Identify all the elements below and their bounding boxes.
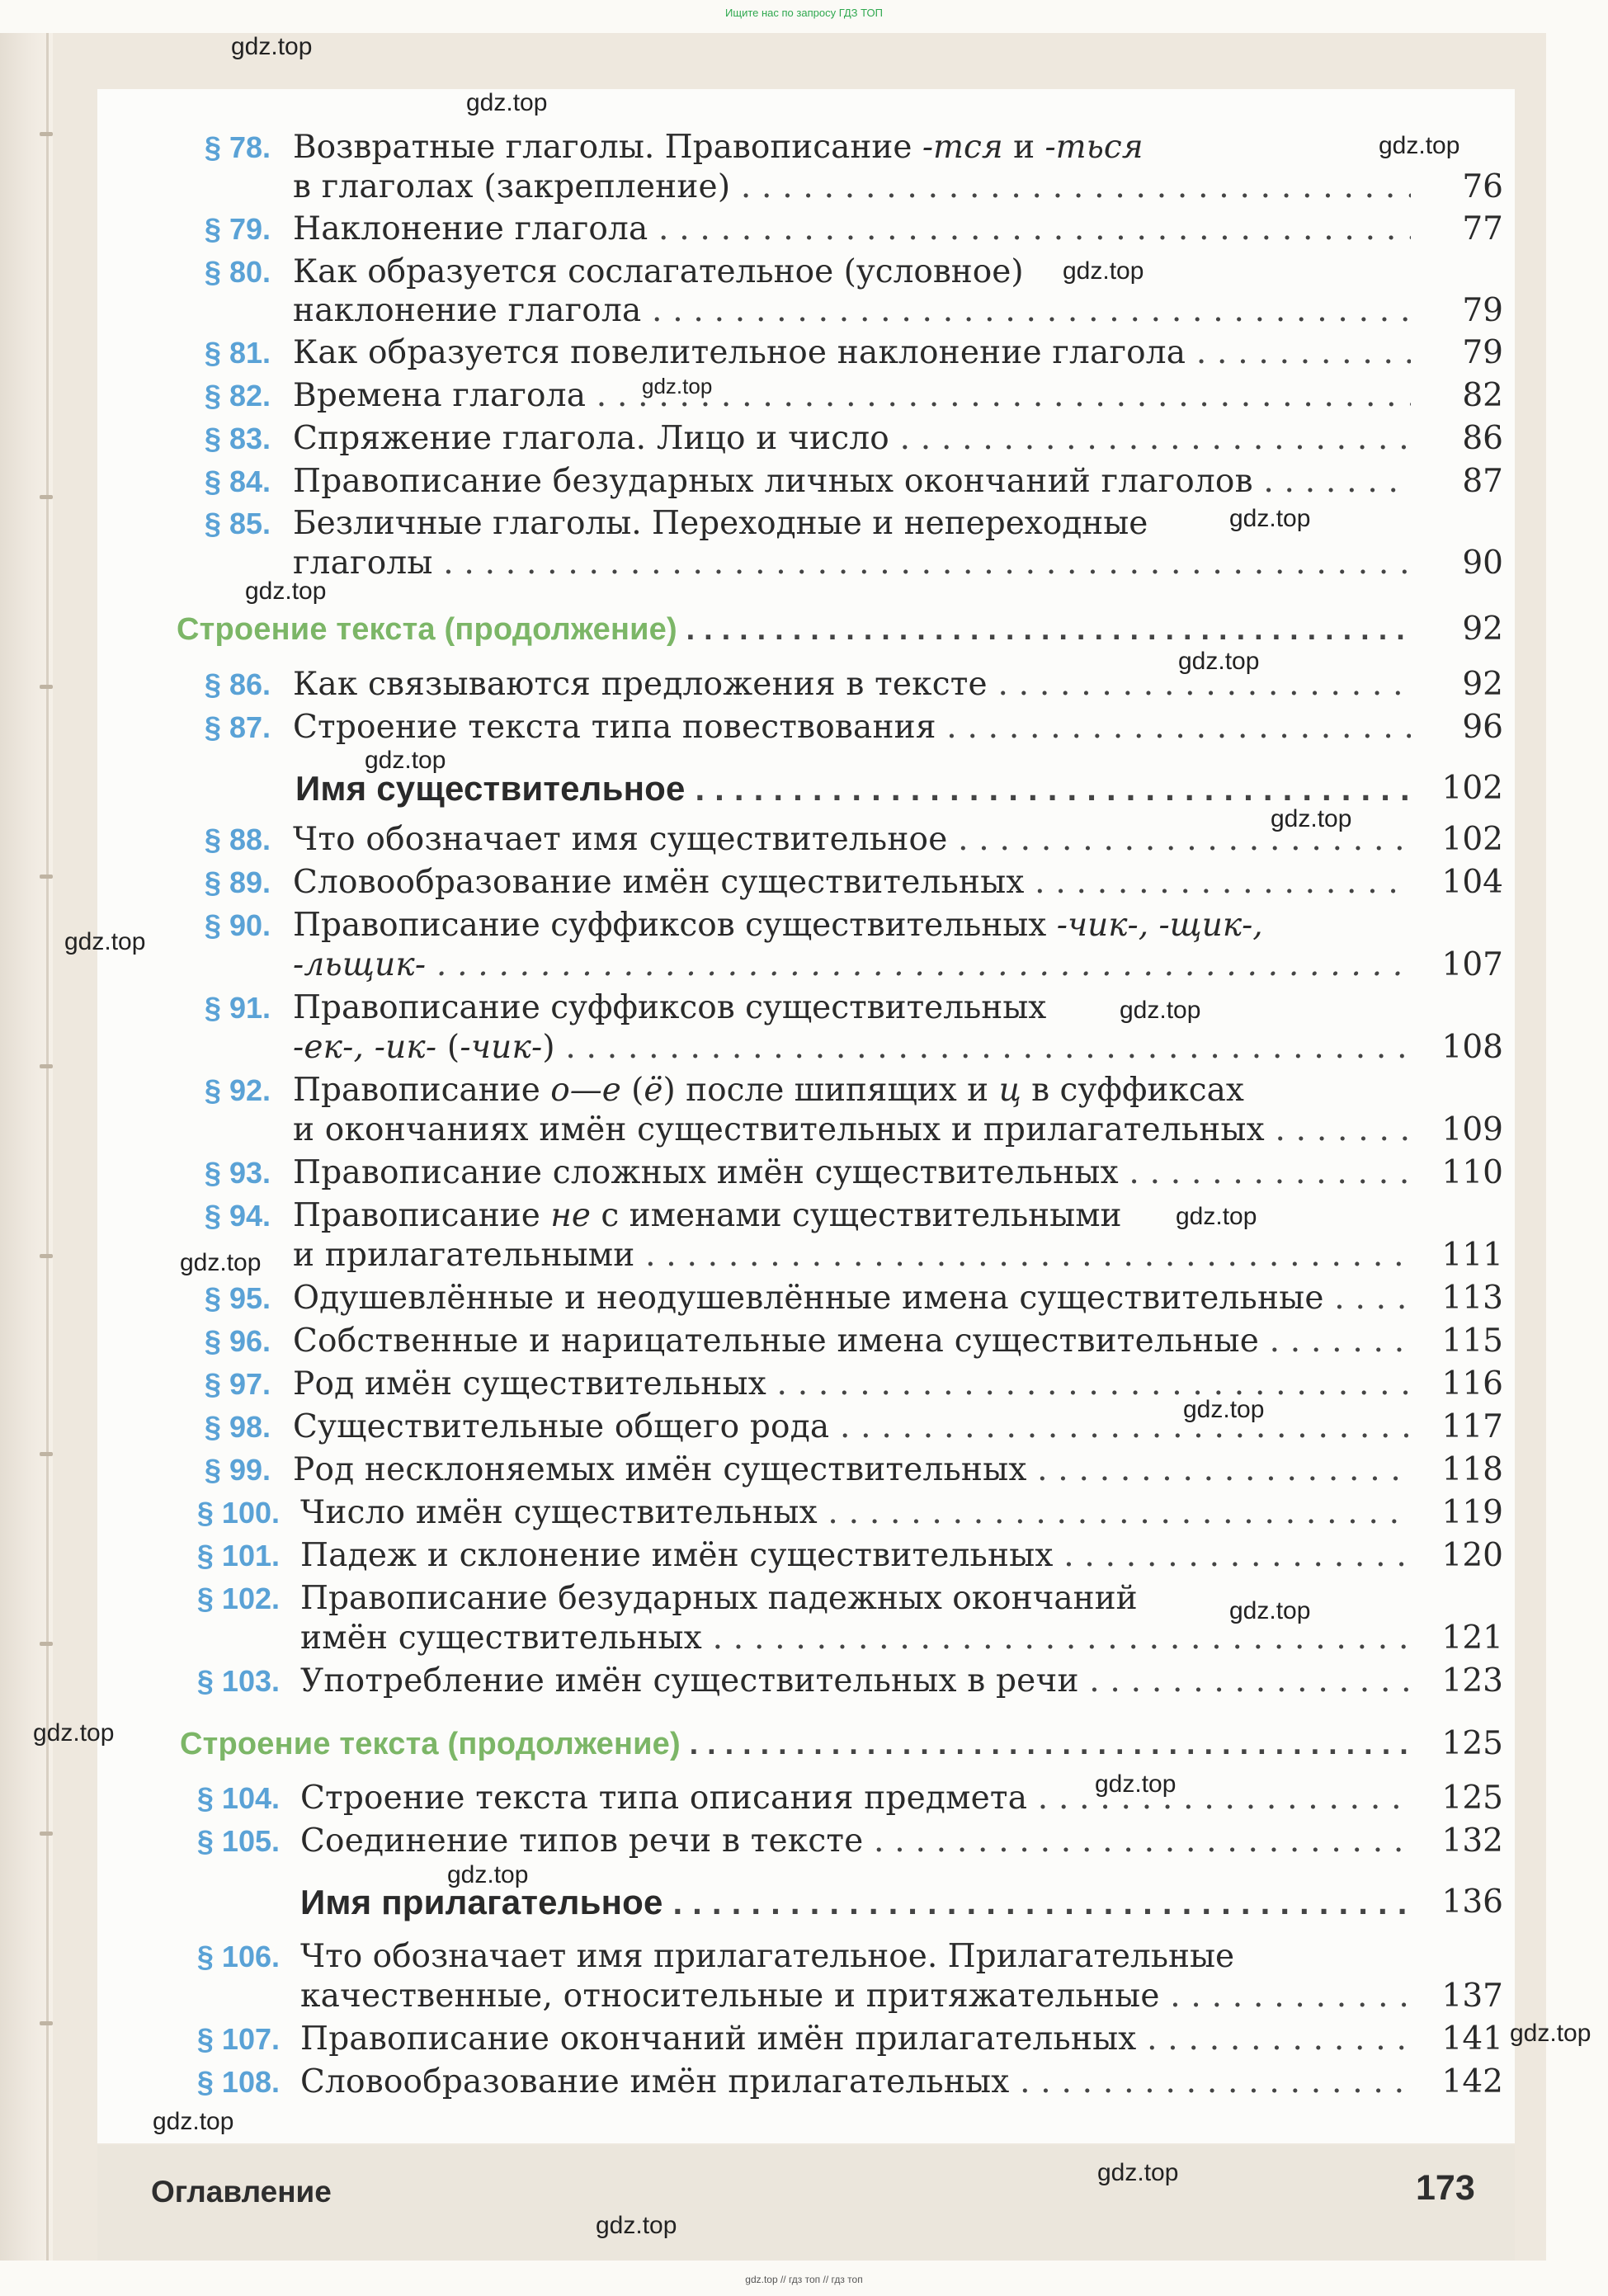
toc-entry-title: Как образуется сослагательное (условное): [293, 253, 1024, 290]
toc-entry-title-line2: и прилагательными . . .: [293, 1234, 1411, 1277]
watermark: gdz.top: [1120, 997, 1201, 1024]
toc-entry[interactable]: [0, 987, 1608, 1030]
toc-entry-title: Наклонение глагола . . .: [293, 208, 1411, 251]
toc-section-number: § 98.: [204, 1410, 271, 1444]
toc-page-number: 117: [1441, 1408, 1503, 1445]
toc-entry[interactable]: [0, 818, 1608, 861]
toc-entry-title: Падеж и склонение имён существительных . . .: [300, 1535, 1411, 1577]
toc-section-number: § 105.: [196, 1824, 280, 1858]
toc-section-number: § 91.: [204, 991, 271, 1025]
watermark: gdz.top: [1379, 132, 1460, 159]
toc-page-number: 120: [1441, 1537, 1503, 1574]
toc-entry-title: Правописание окончаний имён прилагательных . . .: [300, 2018, 1411, 2061]
toc-page-number: 96: [1462, 709, 1503, 746]
watermark: gdz.top: [64, 928, 146, 955]
toc-page-number: 92: [1462, 666, 1503, 703]
toc-entry-title: Правописание безударных личных окончаний глаголов . . .: [293, 460, 1411, 503]
watermark: gdz.top: [1095, 1770, 1177, 1798]
toc-entry-title: Существительные общего рода . . .: [293, 1406, 1411, 1449]
toc-section-number: § 86.: [204, 667, 271, 701]
toc-entry-continuation: [0, 1109, 1608, 1152]
toc-section-number: § 81.: [204, 336, 271, 370]
toc-page-number: 107: [1441, 946, 1503, 983]
toc-section-number: § 82.: [204, 379, 271, 413]
toc-entry[interactable]: [0, 2061, 1608, 2104]
toc-entry[interactable]: [0, 1406, 1608, 1449]
toc-section-header[interactable]: [0, 1723, 1608, 1766]
toc-section-number: § 95.: [204, 1281, 271, 1315]
watermark: gdz.top: [231, 33, 313, 60]
toc-page-number: 79: [1462, 292, 1503, 329]
toc-entry-title-line2: качественные, относительные и притяжательные . . .: [300, 1975, 1411, 2018]
toc-entry-title-line2: -ек-, -ик- (-чик-) . . .: [293, 1026, 1411, 1069]
toc-entry[interactable]: [0, 1363, 1608, 1406]
toc-page-number: 86: [1462, 420, 1503, 457]
toc-entry[interactable]: [0, 1195, 1608, 1238]
watermark: gdz.top: [180, 1249, 262, 1276]
toc-entry-title: Соединение типов речи в тексте . . .: [300, 1820, 1411, 1863]
watermark: gdz.top: [245, 578, 327, 605]
toc-entry-title: Правописание суффиксов существительных -чик-, -щик-,: [293, 907, 1263, 944]
toc-entry[interactable]: [0, 861, 1608, 904]
toc-chapter-header[interactable]: [0, 1881, 1608, 1924]
toc-page-number: 76: [1462, 168, 1503, 205]
toc-section-header[interactable]: [0, 608, 1608, 651]
toc-chapter-title: Имя прилагательное . . .: [300, 1881, 1411, 1924]
toc-entry[interactable]: [0, 1152, 1608, 1195]
watermark: gdz.top: [1176, 1203, 1257, 1230]
toc-section-number: § 88.: [204, 823, 271, 856]
toc-chapter-title: Имя существительное . . .: [295, 767, 1411, 810]
toc-page-number: 102: [1441, 821, 1503, 858]
toc-page-number: 119: [1441, 1494, 1503, 1531]
toc-section-number: § 107.: [196, 2022, 280, 2056]
bottom-credit: gdz.top // гдз топ // гдз топ: [745, 2274, 863, 2285]
toc-entry-title-line2: в глаголах (закрепление) . . .: [293, 166, 1411, 209]
toc-entry-title-line2: имён существительных . . .: [300, 1617, 1411, 1660]
toc-entry[interactable]: [0, 502, 1608, 545]
toc-entry[interactable]: [0, 417, 1608, 460]
watermark: gdz.top: [33, 1719, 115, 1747]
toc-entry[interactable]: [0, 208, 1608, 251]
toc-section-number: § 93.: [204, 1156, 271, 1190]
toc-page-number: 137: [1441, 1978, 1503, 2015]
toc-page-number: 102: [1441, 770, 1503, 807]
toc-entry-title: Безличные глаголы. Переходные и непереходные: [293, 505, 1148, 542]
toc-section-number: § 84.: [204, 464, 271, 498]
toc-entry-title: Род имён существительных . . .: [293, 1363, 1411, 1406]
toc-entry-continuation: [0, 1975, 1608, 2018]
watermark: gdz.top: [466, 89, 548, 116]
toc-page-number: 142: [1441, 2063, 1503, 2100]
toc-entry-title: Как связываются предложения в тексте . . .: [293, 663, 1411, 706]
footer-title: Оглавление: [151, 2175, 332, 2209]
toc-entry[interactable]: [0, 904, 1608, 947]
toc-page-number: 104: [1441, 864, 1503, 901]
toc-section-number: § 97.: [204, 1367, 271, 1401]
toc-entry-title: Правописание о—е (ё) после шипящих и ц в суффиксах: [293, 1072, 1244, 1109]
toc-section-number: § 104.: [196, 1781, 280, 1815]
toc-page-number: 136: [1441, 1883, 1503, 1921]
toc-page-number: 111: [1441, 1237, 1503, 1274]
toc-section-number: § 102.: [196, 1582, 280, 1615]
toc-entry-title: Строение текста типа описания предмета . . .: [300, 1777, 1411, 1820]
toc-section-number: § 103.: [196, 1664, 280, 1698]
toc-page-number: 92: [1462, 611, 1503, 648]
toc-entry[interactable]: [0, 1320, 1608, 1363]
toc-entry-title: Употребление имён существительных в речи . . .: [300, 1660, 1411, 1703]
toc-entry[interactable]: [0, 1577, 1608, 1620]
watermark: gdz.top: [365, 747, 446, 774]
top-banner: Ищите нас по запросу ГДЗ ТОП: [725, 7, 883, 19]
toc-entry[interactable]: [0, 375, 1608, 417]
toc-page-number: 108: [1441, 1029, 1503, 1066]
toc-page-number: 113: [1441, 1280, 1503, 1317]
toc-page-number: 116: [1441, 1365, 1503, 1403]
toc-entry-title: Род несклоняемых имён существительных . . .: [293, 1449, 1411, 1492]
toc-entry-continuation: [0, 1617, 1608, 1660]
toc-section-number: § 100.: [196, 1496, 280, 1530]
watermark: gdz.top: [596, 2212, 677, 2239]
toc-entry-title: Словообразование имён прилагательных . . .: [300, 2061, 1411, 2104]
toc-entry[interactable]: [0, 2018, 1608, 2061]
toc-page-number: 125: [1441, 1725, 1503, 1762]
toc-entry-continuation: [0, 542, 1608, 585]
toc-section-title: Строение текста (продолжение) . . .: [180, 1723, 1411, 1766]
toc-entry-title-line2: наклонение глагола . . .: [293, 290, 1411, 332]
watermark: gdz.top: [1178, 648, 1260, 675]
toc-entry[interactable]: [0, 1935, 1608, 1978]
watermark: gdz.top: [642, 374, 713, 398]
toc-entry-title: Правописание сложных имён существительных . . .: [293, 1152, 1411, 1195]
toc-page-number: 110: [1441, 1154, 1503, 1191]
toc-entry[interactable]: [0, 706, 1608, 749]
toc-section-number: § 89.: [204, 865, 271, 899]
toc-entry-title-line2: и окончаниях имён существительных и прилагательных . . .: [293, 1109, 1411, 1152]
toc-entry[interactable]: [0, 251, 1608, 294]
toc-section-number: § 79.: [204, 212, 271, 246]
toc-section-number: § 85.: [204, 507, 271, 540]
toc-entry-title: Собственные и нарицательные имена существительные . . .: [293, 1320, 1411, 1363]
toc-entry-title: Возвратные глаголы. Правописание -тся и -ться: [293, 129, 1144, 166]
toc-section-number: § 108.: [196, 2065, 280, 2099]
watermark: gdz.top: [1229, 1597, 1311, 1624]
watermark: gdz.top: [153, 2108, 234, 2135]
toc-page-number: 79: [1462, 334, 1503, 371]
watermark: gdz.top: [1271, 805, 1352, 832]
toc-page-number: 90: [1462, 545, 1503, 582]
toc-entry-continuation: [0, 290, 1608, 332]
toc-entry-title: Спряжение глагола. Лицо и число . . .: [293, 417, 1411, 460]
toc-entry-title: Словообразование имён существительных . . .: [293, 861, 1411, 904]
toc-section-number: § 87.: [204, 710, 271, 744]
toc-entry-title: Число имён существительных . . .: [300, 1492, 1411, 1535]
toc-page-number: 123: [1441, 1662, 1503, 1700]
toc-page-number: 77: [1462, 210, 1503, 248]
watermark: gdz.top: [447, 1861, 529, 1888]
toc-entry[interactable]: [0, 126, 1608, 169]
toc-entry[interactable]: [0, 1660, 1608, 1703]
toc-entry-title: Одушевлённые и неодушевлённые имена существительные . . .: [293, 1277, 1411, 1320]
toc-entry-title: Как образуется повелительное наклонение глагола . . .: [293, 332, 1411, 375]
toc-entry-continuation: [0, 166, 1608, 209]
toc-entry[interactable]: [0, 1535, 1608, 1577]
toc-section-number: § 101.: [196, 1539, 280, 1572]
toc-chapter-header[interactable]: [0, 767, 1608, 810]
toc-entry-title: Строение текста типа повествования . . .: [293, 706, 1411, 749]
toc-section-number: § 83.: [204, 422, 271, 455]
watermark: gdz.top: [1183, 1396, 1265, 1423]
watermark: gdz.top: [1063, 257, 1144, 285]
toc-entry-continuation: [0, 944, 1608, 987]
toc-page-number: 121: [1441, 1619, 1503, 1657]
toc-entry[interactable]: [0, 1777, 1608, 1820]
toc-entry-title-line2: -льщик- . . .: [293, 944, 1411, 987]
toc-section-number: § 96.: [204, 1324, 271, 1358]
watermark: gdz.top: [1229, 505, 1311, 532]
toc-entry[interactable]: [0, 332, 1608, 375]
toc-entry[interactable]: [0, 1492, 1608, 1535]
toc-page-number: 82: [1462, 377, 1503, 414]
toc-entry-title: Что обозначает имя существительное . . .: [293, 818, 1411, 861]
toc-entry-title: Что обозначает имя прилагательное. Прилагательные: [300, 1938, 1235, 1975]
toc-entry-title: Правописание суффиксов существительных: [293, 989, 1047, 1026]
toc-entry-title: Правописание безударных падежных окончаний: [300, 1580, 1138, 1617]
footer-page-number: 173: [1416, 2168, 1475, 2208]
toc-page-number: 132: [1441, 1822, 1503, 1860]
toc-page-number: 118: [1441, 1451, 1503, 1488]
toc-section-number: § 92.: [204, 1073, 271, 1107]
watermark: gdz.top: [1510, 2020, 1591, 2047]
toc-entry[interactable]: [0, 1820, 1608, 1863]
toc-section-number: § 106.: [196, 1940, 280, 1973]
toc-page-number: 141: [1441, 2020, 1503, 2058]
toc-section-number: § 90.: [204, 908, 271, 942]
toc-section-number: § 99.: [204, 1453, 271, 1487]
toc-page-number: 115: [1441, 1322, 1503, 1360]
toc-entry[interactable]: [0, 1069, 1608, 1112]
toc-page-number: 87: [1462, 463, 1503, 500]
toc-entry-title: Времена глагола . . .: [293, 375, 1411, 417]
toc-section-number: § 78.: [204, 130, 271, 164]
toc-entry[interactable]: [0, 1449, 1608, 1492]
toc-section-title: Строение текста (продолжение) . . .: [177, 608, 1411, 651]
toc-section-number: § 94.: [204, 1199, 271, 1233]
toc-entry[interactable]: [0, 460, 1608, 503]
toc-section-number: § 80.: [204, 255, 271, 289]
toc-entry[interactable]: [0, 663, 1608, 706]
watermark: gdz.top: [1097, 2159, 1179, 2186]
toc-entry-continuation: [0, 1026, 1608, 1069]
toc-page-number: 125: [1441, 1780, 1503, 1817]
toc-entry[interactable]: [0, 1277, 1608, 1320]
toc-page-number: 109: [1441, 1111, 1503, 1148]
toc-entry-title: Правописание не с именами существительными: [293, 1197, 1122, 1234]
toc-entry-title-line2: глаголы . . .: [293, 542, 1411, 585]
